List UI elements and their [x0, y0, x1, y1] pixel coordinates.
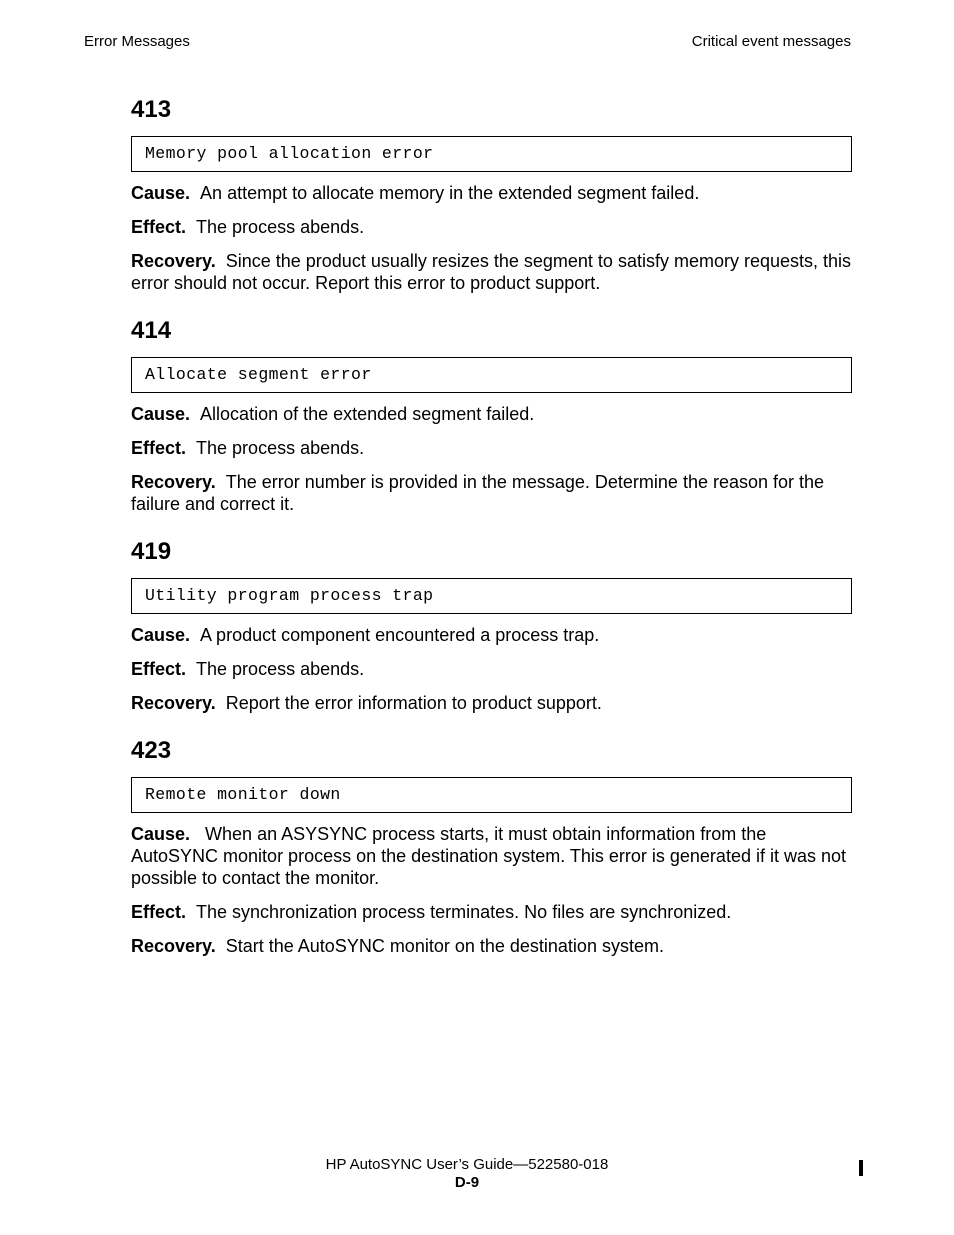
recovery-label: Recovery.: [131, 251, 216, 271]
effect-paragraph: [131, 658, 852, 680]
error-entry: [131, 736, 852, 957]
error-message-box: Memory pool allocation error: [131, 136, 852, 172]
effect-label: Effect.: [131, 659, 187, 679]
cause-paragraph: [131, 403, 852, 425]
running-header-left: Error Messages: [84, 33, 190, 50]
change-bar: [859, 1160, 863, 1176]
recovery-label: Recovery.: [131, 936, 216, 956]
error-entry: [131, 95, 852, 316]
error-number: 423: [131, 737, 172, 764]
page-footer: [0, 1156, 934, 1192]
cause-text: Allocation of the extended segment failed.: [200, 404, 535, 424]
effect-text: The process abends.: [196, 438, 365, 458]
error-message-box: Remote monitor down: [131, 777, 852, 813]
error-number: 413: [131, 96, 172, 123]
error-message-box: Allocate segment error: [131, 357, 852, 393]
cause-paragraph: [131, 823, 852, 889]
recovery-paragraph: [131, 250, 852, 294]
error-number: 414: [131, 317, 172, 344]
error-message-box: Utility program process trap: [131, 578, 852, 614]
effect-label: Effect.: [131, 217, 187, 237]
cause-label: Cause.: [131, 625, 191, 645]
recovery-paragraph: [131, 471, 852, 515]
recovery-text: Since the product usually resizes the segment to satisfy memory requests, this error should not occur. Report this error to product support.: [131, 251, 852, 293]
effect-text: The process abends.: [196, 217, 365, 237]
cause-text: When an ASYSYNC process starts, it must obtain information from the AutoSYNC monitor process on the destination system. This error is generated if it was not possible to contact the monitor.: [131, 824, 846, 888]
recovery-text: Start the AutoSYNC monitor on the destination system.: [225, 936, 664, 956]
error-entry: [131, 537, 852, 736]
effect-paragraph: [131, 216, 852, 238]
page-number: D-9: [454, 1174, 480, 1191]
cause-label: Cause.: [131, 404, 191, 424]
error-entry: [131, 316, 852, 537]
cause-label: Cause.: [131, 824, 191, 844]
recovery-paragraph: [131, 692, 852, 714]
effect-text: The synchronization process terminates. No files are synchronized.: [196, 902, 732, 922]
recovery-label: Recovery.: [131, 693, 216, 713]
effect-label: Effect.: [131, 438, 187, 458]
error-number: 419: [131, 538, 172, 565]
footer-title: HP AutoSYNC User’s Guide—522580-018: [325, 1156, 609, 1173]
cause-text: An attempt to allocate memory in the extended segment failed.: [200, 183, 700, 203]
cause-text: A product component encountered a process trap.: [200, 625, 600, 645]
recovery-text: Report the error information to product support.: [225, 693, 602, 713]
recovery-paragraph: [131, 935, 852, 957]
recovery-label: Recovery.: [131, 472, 216, 492]
effect-paragraph: [131, 901, 852, 923]
effect-text: The process abends.: [196, 659, 365, 679]
error-message-list: [131, 95, 852, 969]
running-header-right: Critical event messages: [691, 33, 851, 50]
cause-paragraph: [131, 624, 852, 646]
effect-label: Effect.: [131, 902, 187, 922]
cause-label: Cause.: [131, 183, 191, 203]
recovery-text: The error number is provided in the message. Determine the reason for the failure and correct it.: [131, 472, 825, 514]
cause-paragraph: [131, 182, 852, 204]
effect-paragraph: [131, 437, 852, 459]
